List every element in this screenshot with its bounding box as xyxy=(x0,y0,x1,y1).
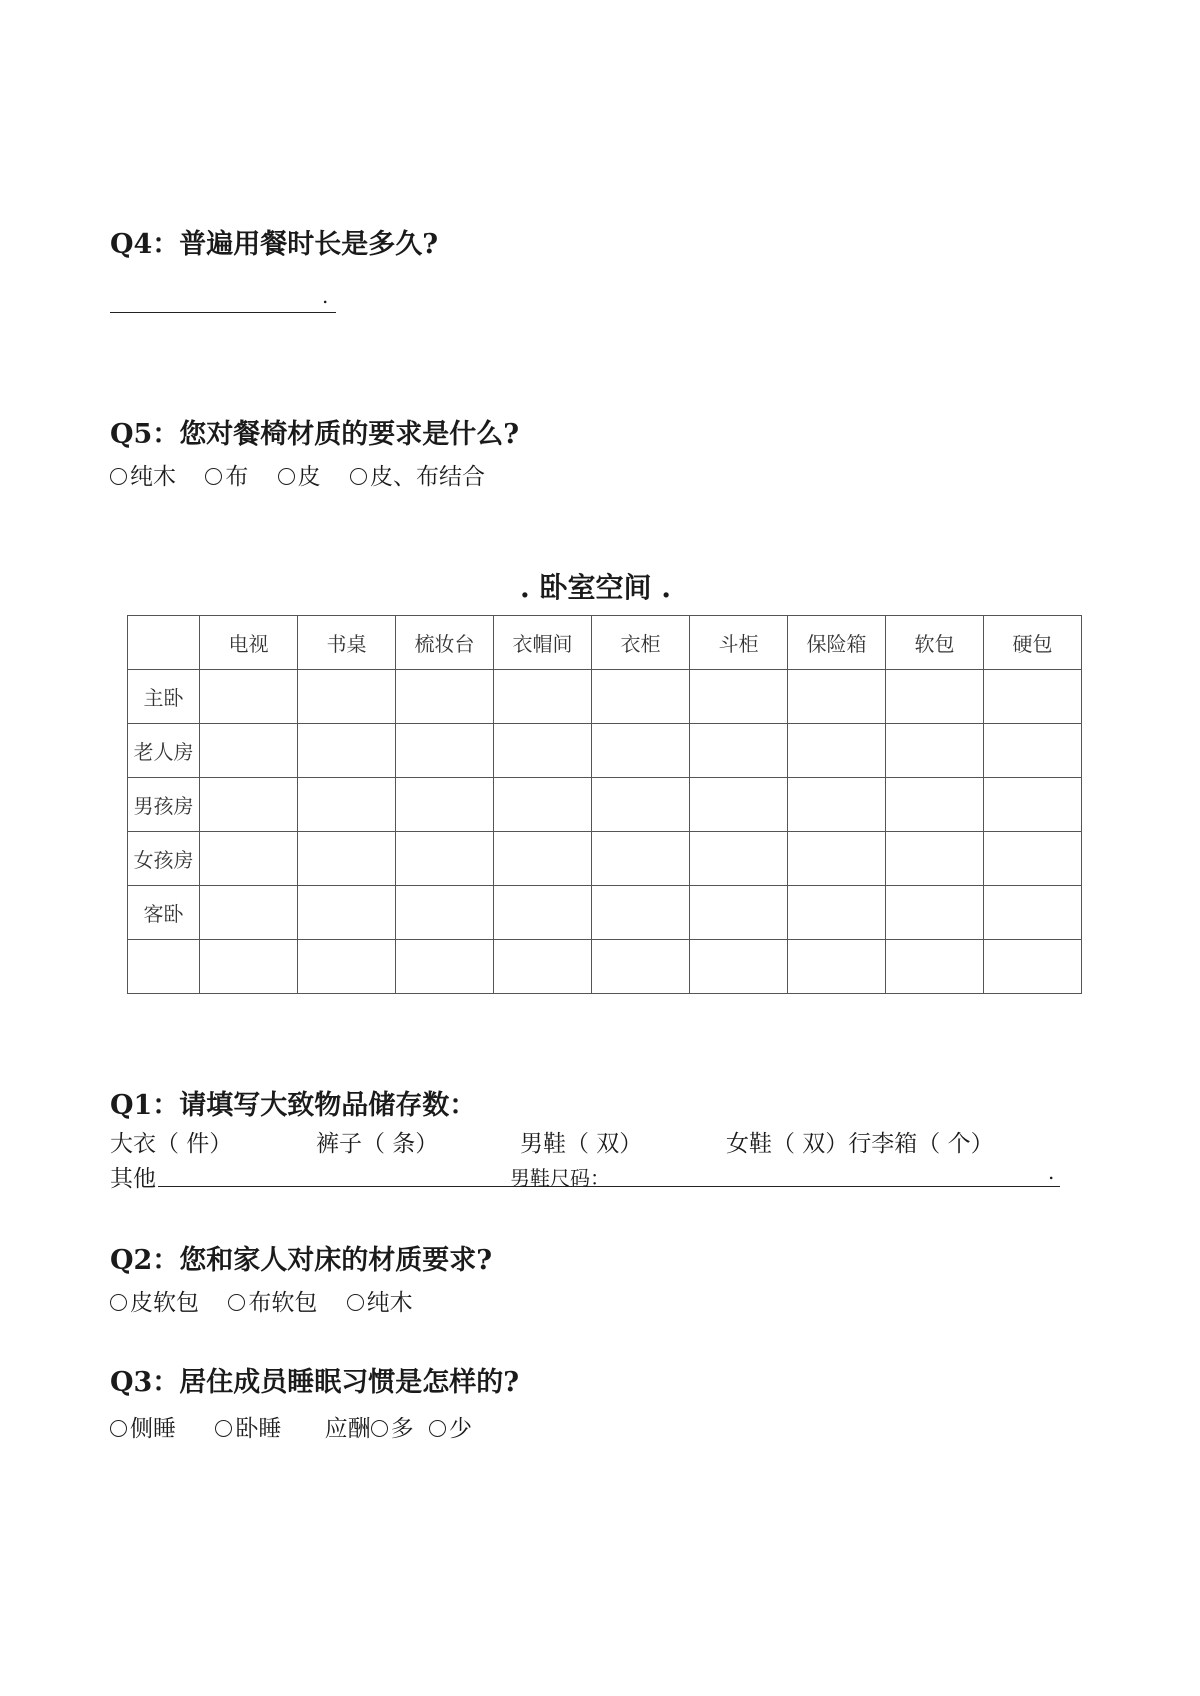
q5-option-solid-wood[interactable]: 纯木 xyxy=(110,458,176,491)
table-header-cell: 梳妆台 xyxy=(396,616,494,670)
table-cell[interactable] xyxy=(592,778,690,832)
table-cell[interactable] xyxy=(494,670,592,724)
table-header-cell: 书桌 xyxy=(298,616,396,670)
q5-option-leather[interactable]: 皮 xyxy=(278,458,321,491)
q2-option-solid-wood[interactable]: 纯木 xyxy=(347,1284,413,1317)
table-cell[interactable] xyxy=(200,832,298,886)
radio-icon xyxy=(347,1294,364,1311)
table-cell[interactable] xyxy=(690,778,788,832)
table-cell[interactable] xyxy=(396,832,494,886)
radio-icon xyxy=(110,1420,127,1437)
table-header-cell: 软包 xyxy=(886,616,984,670)
q5-title: Q5：您对餐椅材质的要求是什么? xyxy=(110,419,520,450)
table-cell[interactable] xyxy=(494,724,592,778)
q3-option-side-sleep[interactable]: 侧睡 xyxy=(110,1410,176,1443)
q1-other-answer-line[interactable] xyxy=(158,1158,1060,1190)
row-label: 女孩房 xyxy=(128,832,200,886)
table-cell[interactable] xyxy=(396,670,494,724)
table-cell[interactable] xyxy=(200,886,298,940)
table-header-cell xyxy=(128,616,200,670)
table-cell[interactable] xyxy=(690,670,788,724)
q1-title: Q1：请填写大致物品储存数： xyxy=(110,1090,477,1121)
table-cell[interactable] xyxy=(298,724,396,778)
table-cell[interactable] xyxy=(592,832,690,886)
table-cell[interactable] xyxy=(494,940,592,994)
q1-item-womens-shoes-luggage: 女鞋（ 双）行李箱（ 个） xyxy=(726,1131,994,1157)
table-cell[interactable] xyxy=(984,940,1082,994)
table-cell[interactable] xyxy=(494,778,592,832)
table-cell[interactable] xyxy=(886,670,984,724)
table-cell[interactable] xyxy=(298,832,396,886)
radio-icon xyxy=(350,468,367,485)
q1-other-label: 其他 xyxy=(110,1166,156,1192)
table-cell[interactable] xyxy=(788,886,886,940)
table-header-cell: 保险箱 xyxy=(788,616,886,670)
table-cell[interactable] xyxy=(788,724,886,778)
table-cell[interactable] xyxy=(788,940,886,994)
table-header-cell: 硬包 xyxy=(984,616,1082,670)
q2-options xyxy=(110,1284,413,1317)
row-label: 老人房 xyxy=(128,724,200,778)
table-header-row xyxy=(128,616,1082,670)
radio-icon xyxy=(110,1294,127,1311)
table-header-cell: 斗柜 xyxy=(690,616,788,670)
radio-icon xyxy=(110,468,127,485)
table-cell[interactable] xyxy=(886,778,984,832)
radio-icon xyxy=(371,1420,388,1437)
table-cell[interactable] xyxy=(788,670,886,724)
table-cell[interactable] xyxy=(494,832,592,886)
table-cell[interactable] xyxy=(592,940,690,994)
table-cell[interactable] xyxy=(690,832,788,886)
table-cell[interactable] xyxy=(200,670,298,724)
q4-title: Q4：普遍用餐时长是多久? xyxy=(110,229,439,260)
table-row xyxy=(128,724,1082,778)
table-header-cell: 电视 xyxy=(200,616,298,670)
radio-icon xyxy=(228,1294,245,1311)
q1-line-end: . xyxy=(1048,1160,1055,1184)
q5-option-cloth[interactable]: 布 xyxy=(205,458,248,491)
q3-social-option-many[interactable]: 多 xyxy=(371,1410,414,1443)
q1-item-mens-shoes: 男鞋（ 双） xyxy=(520,1131,643,1157)
radio-icon xyxy=(205,468,222,485)
table-row xyxy=(128,832,1082,886)
row-label: 男孩房 xyxy=(128,778,200,832)
q3-option-lying-sleep[interactable]: 卧睡 xyxy=(215,1410,281,1443)
q3-social-label: 应酬 xyxy=(324,1416,371,1442)
table-cell[interactable] xyxy=(592,724,690,778)
table-cell[interactable] xyxy=(690,724,788,778)
table-cell[interactable] xyxy=(984,832,1082,886)
radio-icon xyxy=(215,1420,232,1437)
q1-item-trousers: 裤子（ 条） xyxy=(316,1131,439,1157)
table-cell[interactable] xyxy=(592,886,690,940)
table-cell[interactable] xyxy=(592,670,690,724)
table-cell[interactable] xyxy=(690,940,788,994)
radio-icon xyxy=(429,1420,446,1437)
row-label xyxy=(128,940,200,994)
q2-option-cloth-upholstered[interactable]: 布软包 xyxy=(228,1284,317,1317)
table-cell[interactable] xyxy=(494,886,592,940)
q1-shoe-size-label: 男鞋尺码： xyxy=(510,1166,610,1190)
row-label: 主卧 xyxy=(128,670,200,724)
table-cell[interactable] xyxy=(984,778,1082,832)
q1-item-coat: 大衣（ 件） xyxy=(110,1131,233,1157)
table-cell[interactable] xyxy=(886,940,984,994)
table-cell[interactable] xyxy=(298,940,396,994)
q5-option-leather-cloth[interactable]: 皮、布结合 xyxy=(350,458,485,491)
table-cell[interactable] xyxy=(984,724,1082,778)
table-cell[interactable] xyxy=(396,778,494,832)
q2-title: Q2：您和家人对床的材质要求? xyxy=(110,1245,493,1276)
table-cell[interactable] xyxy=(886,886,984,940)
table-cell[interactable] xyxy=(886,832,984,886)
q3-title: Q3：居住成员睡眠习惯是怎样的? xyxy=(110,1367,520,1398)
table-cell[interactable] xyxy=(690,886,788,940)
row-label: 客卧 xyxy=(128,886,200,940)
radio-icon xyxy=(278,468,295,485)
q3-social-option-few[interactable]: 少 xyxy=(429,1410,472,1443)
table-cell[interactable] xyxy=(298,778,396,832)
table-row xyxy=(128,670,1082,724)
table-cell[interactable] xyxy=(298,886,396,940)
q5-options xyxy=(110,458,485,491)
table-row xyxy=(128,940,1082,994)
q2-option-leather-upholstered[interactable]: 皮软包 xyxy=(110,1284,199,1317)
q3-options xyxy=(110,1410,472,1443)
table-cell[interactable] xyxy=(984,670,1082,724)
table-cell[interactable] xyxy=(788,778,886,832)
table-cell[interactable] xyxy=(396,886,494,940)
table-header-cell: 衣柜 xyxy=(592,616,690,670)
table-cell[interactable] xyxy=(984,886,1082,940)
q4-answer-line[interactable] xyxy=(110,284,336,313)
table-cell[interactable] xyxy=(298,670,396,724)
bedroom-table xyxy=(127,615,1082,994)
table-cell[interactable] xyxy=(788,832,886,886)
table-cell[interactable] xyxy=(200,940,298,994)
table-cell[interactable] xyxy=(396,940,494,994)
table-cell[interactable] xyxy=(200,724,298,778)
table-cell[interactable] xyxy=(200,778,298,832)
bedroom-section-title: . 卧室空间 . xyxy=(520,571,671,604)
q4-line-end: . xyxy=(322,284,329,308)
table-row xyxy=(128,886,1082,940)
table-cell[interactable] xyxy=(396,724,494,778)
table-header-cell: 衣帽间 xyxy=(494,616,592,670)
table-row xyxy=(128,778,1082,832)
table-cell[interactable] xyxy=(886,724,984,778)
